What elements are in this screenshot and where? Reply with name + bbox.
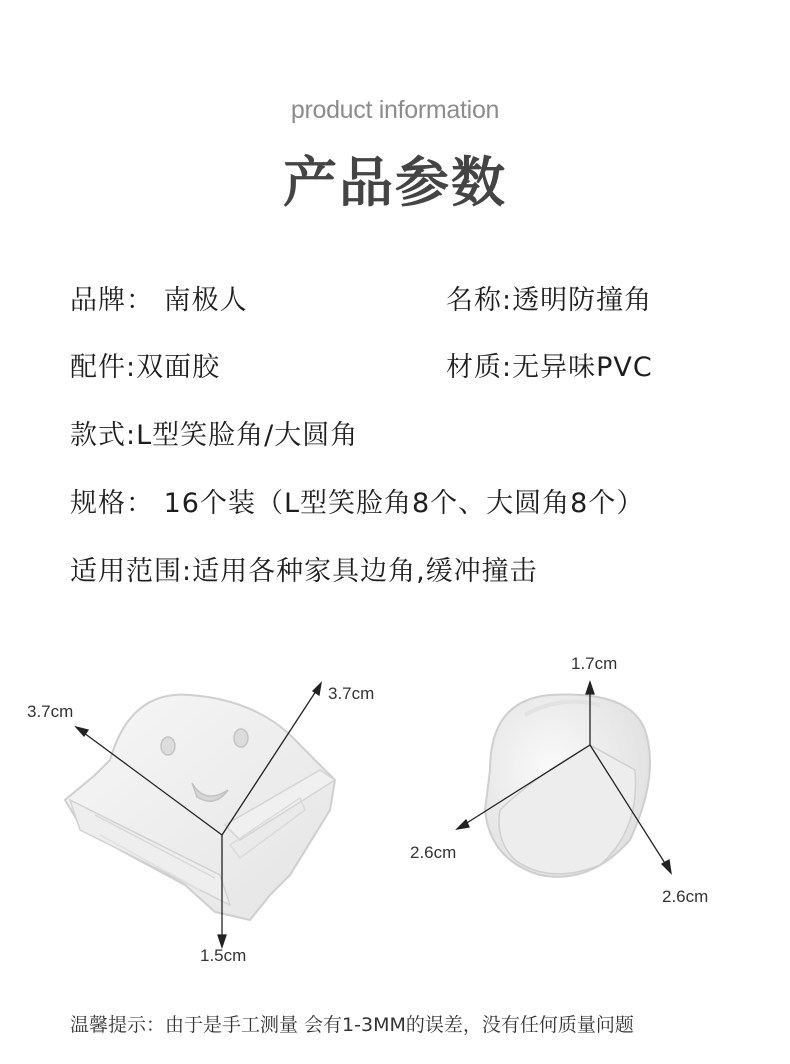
spec-name: 名称:透明防撞角 [446, 285, 653, 316]
round-corner-dim-right: 2.6cm [662, 887, 709, 906]
round-corner-dim-left: 2.6cm [410, 843, 457, 862]
l-corner-body [65, 695, 335, 920]
page-subtitle: product information [290, 96, 500, 124]
round-corner-dim-top: 1.7cm [571, 654, 618, 673]
disclaimer-note: 温馨提示：由于是手工测量 会有1-3MM的误差，没有任何质量问题 [70, 1014, 634, 1036]
spec-brand: 品牌： 南极人 [70, 285, 248, 316]
page-title: 产品参数 [283, 151, 507, 214]
l-corner-dim-left: 3.7cm [27, 702, 74, 721]
round-corner-body [485, 694, 650, 876]
l-corner-dim-bottom: 1.5cm [200, 946, 247, 965]
spec-material: 材质:无异味PVC [446, 352, 653, 383]
spec-usage: 适用范围:适用各种家具边角,缓冲撞击 [70, 556, 538, 587]
spec-size: 规格： 16个装（L型笑脸角8个、大圆角8个） [70, 488, 645, 519]
round-corner-guard-image [430, 660, 750, 920]
spec-accessory: 配件:双面胶 [70, 352, 221, 383]
spec-style: 款式:L型笑脸角/大圆角 [70, 420, 359, 451]
l-corner-dim-right: 3.7cm [328, 684, 375, 703]
